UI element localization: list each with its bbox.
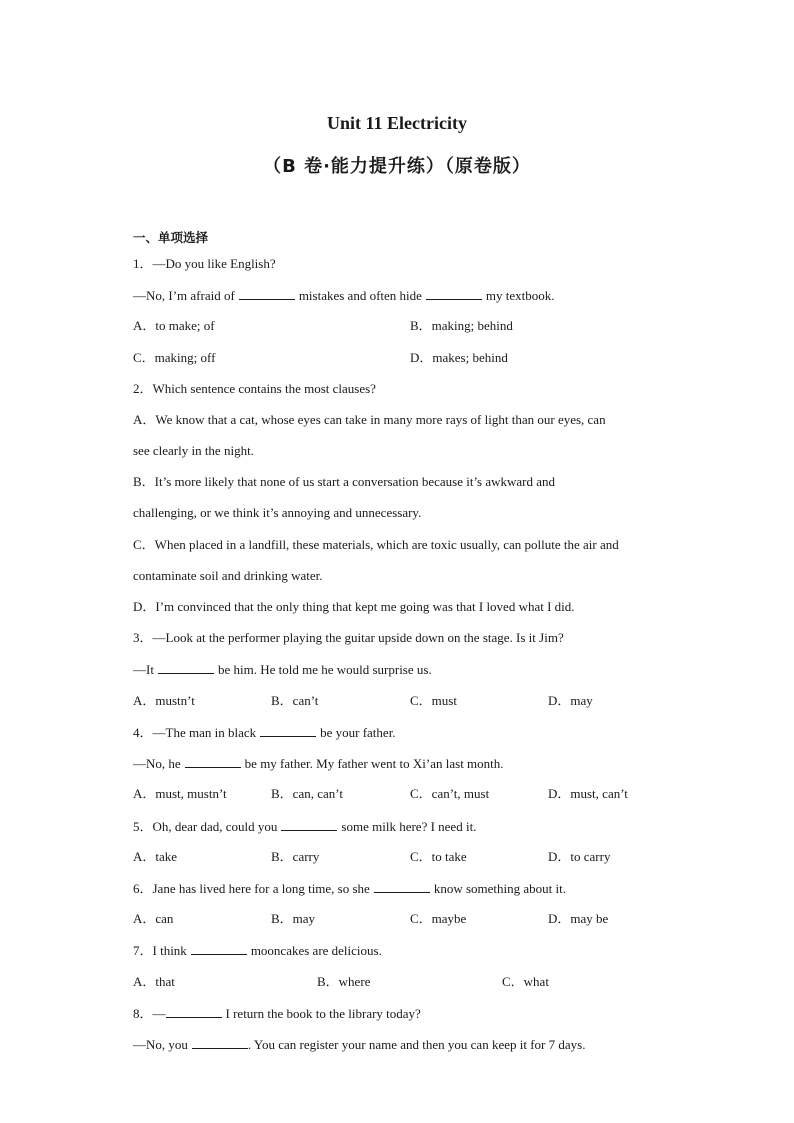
option-b: B．where — [317, 974, 371, 989]
option-d: D．must, can’t — [548, 786, 628, 801]
answer-blank — [192, 1036, 248, 1049]
option-b: B．carry — [271, 849, 320, 864]
option-d: D．I’m convinced that the only thing that kept me going was that I loved what I did. — [133, 599, 575, 614]
option-b: B．may — [271, 911, 316, 926]
question-8-stem: 8．— I return the book to the library today? — [133, 1006, 421, 1021]
answer-blank — [260, 724, 316, 737]
answer-blank — [374, 880, 430, 893]
answer-blank — [426, 287, 482, 300]
option-c: C．maybe — [410, 911, 467, 926]
option-a: A．We know that a cat, whose eyes can take in many more rays of light than our eyes, can — [133, 412, 606, 427]
option-c: C．When placed in a landfill, these materials, which are toxic usually, can pollute the air and — [133, 537, 619, 552]
answer-blank — [281, 818, 337, 831]
option-d: D．may be — [548, 911, 609, 926]
option-b: B．making; behind — [410, 318, 513, 333]
section-heading: 一、单项选择 — [133, 230, 209, 245]
question-3-line-2: —It be him. He told me he would surprise us. — [133, 662, 432, 677]
option-b: B．can’t — [271, 693, 319, 708]
option-a: A．must, mustn’t — [133, 786, 227, 801]
question-5-stem: 5．Oh, dear dad, could you some milk here? I need it. — [133, 819, 477, 834]
option-a: A．mustn’t — [133, 693, 195, 708]
option-b: B．It’s more likely that none of us start a conversation because it’s awkward and — [133, 474, 556, 489]
question-8-line-2: —No, you . You can register your name and then you can keep it for 7 days. — [133, 1037, 586, 1052]
option-c-continued: contaminate soil and drinking water. — [133, 568, 323, 583]
page-title: Unit 11 Electricity — [327, 113, 467, 133]
page-subtitle: （B 卷·能力提升练）（原卷版） — [263, 156, 531, 177]
option-c: C．making; off — [133, 350, 216, 365]
option-c: C．must — [410, 693, 457, 708]
option-a: A．take — [133, 849, 178, 864]
option-d: D．makes; behind — [410, 350, 508, 365]
question-7-stem: 7．I think mooncakes are delicious. — [133, 943, 382, 958]
question-3-stem: 3．—Look at the performer playing the guitar upside down on the stage. Is it Jim? — [133, 630, 564, 645]
question-6-stem: 6．Jane has lived here for a long time, so she know something about it. — [133, 881, 566, 896]
question-4-stem: 4．—The man in black be your father. — [133, 725, 396, 740]
answer-blank — [191, 942, 247, 955]
question-4-line-2: —No, he be my father. My father went to Xi’an last month. — [133, 756, 504, 771]
answer-blank — [166, 1005, 222, 1018]
answer-blank — [185, 755, 241, 768]
option-a: A．that — [133, 974, 175, 989]
option-d: D．may — [548, 693, 593, 708]
option-d: D．to carry — [548, 849, 611, 864]
option-c: C．can’t, must — [410, 786, 490, 801]
option-a: A．can — [133, 911, 174, 926]
answer-blank — [239, 287, 295, 300]
question-2-stem: 2．Which sentence contains the most clauses? — [133, 381, 376, 396]
option-c: C．what — [502, 974, 549, 989]
option-b: B．can, can’t — [271, 786, 343, 801]
option-a: A．to make; of — [133, 318, 215, 333]
option-a-continued: see clearly in the night. — [133, 443, 254, 458]
option-b-continued: challenging, or we think it’s annoying and unnecessary. — [133, 505, 422, 520]
option-c: C．to take — [410, 849, 467, 864]
question-1-stem: 1．—Do you like English? — [133, 256, 276, 271]
question-1-line-2: —No, I’m afraid of mistakes and often hide my textbook. — [133, 288, 555, 303]
answer-blank — [158, 661, 214, 674]
